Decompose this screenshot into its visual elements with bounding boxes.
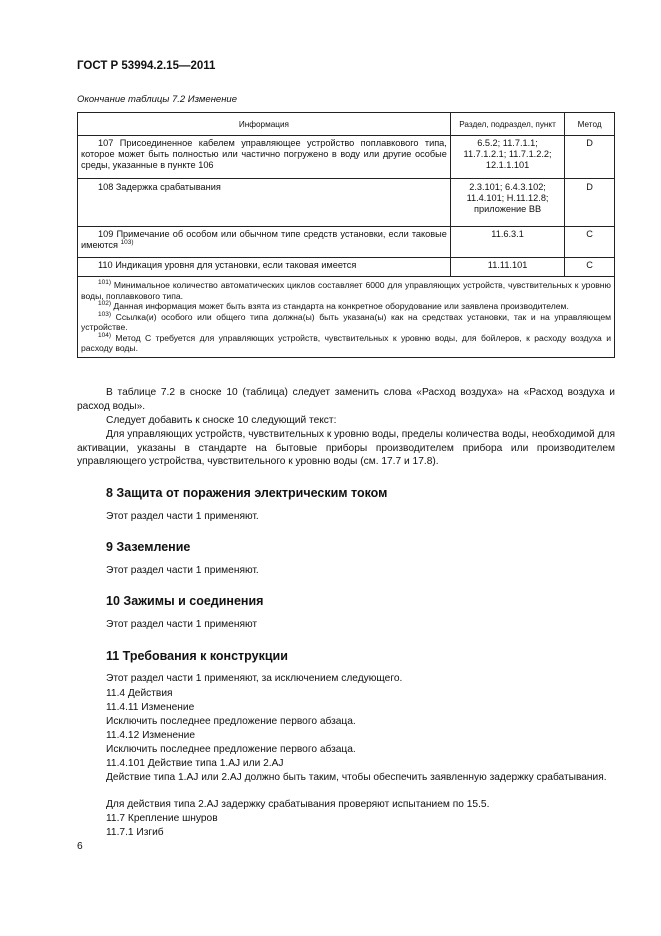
row-ref-line: 11.6.3.1: [491, 229, 524, 239]
section-9-heading: 9 Заземление: [106, 540, 191, 554]
section-11-line: 11.4 Действия: [106, 688, 173, 699]
row-ref-line: 6.5.2; 11.7.1.1;: [477, 138, 538, 148]
table-row: [78, 227, 615, 258]
section-11-line: 11.4.11 Изменение: [106, 702, 195, 713]
section-10-text: Этот раздел части 1 применяют: [106, 619, 258, 630]
section-11-line: Этот раздел части 1 применяют, за исключением следующего.: [106, 673, 403, 684]
table-row: [78, 179, 615, 227]
table-row: [78, 136, 615, 179]
table-footnote: $^{104)}$ Метод С требуется для управляющих устройств, чувствительных к уровню воды, для бойлеров, к расходу воздуха и расходу воды.: [81, 331, 611, 353]
table-footnote: $^{103)}$ Ссылка(и) особого или общего типа должна(ы) быть указана(ы) как на средствах установки, так и на управляющем устройстве.: [81, 310, 612, 332]
paragraph: Для управляющих устройств, чувствительных к уровню воды, пределы количества воды, необходимой для активации, указаны в стандарте на бытовые приборы производителем прибора или производителем управляющего устройства, чувствительного к уровню воды (см. 17.7 и 17.8).: [77, 429, 615, 467]
row-method: C: [586, 229, 593, 239]
section-8-text: Этот раздел части 1 применяют.: [106, 511, 259, 522]
paragraph: Следует добавить к сноске 10 следующий текст:: [106, 415, 337, 426]
table-footnote: $^{101)}$ Минимальное количество автоматических циклов составляет 6000 для управляющих устройств, чувствительных к уровню воды, поплавкового типа.: [81, 279, 611, 301]
table-caption: Окончание таблицы 7.2 Изменение: [77, 94, 238, 105]
standard-header: ГОСТ Р 53994.2.15—2011: [77, 60, 216, 72]
row-info: 109 Примечание об особом или обычном типе средств установки, если таковые имеются $^{103)}$: [81, 229, 447, 250]
section-11-line: Исключить последнее предложение первого абзаца.: [106, 716, 356, 727]
section-11-line: Исключить последнее предложение первого абзаца.: [106, 744, 356, 755]
column-header-info: Информация: [78, 113, 451, 136]
column-header-method: Метод: [565, 113, 615, 136]
row-info: 107 Присоединенное кабелем управляющее устройство поплавкового типа, которое может быть полностью или частично погружено в воду или другие особые среды, указанные в пункте 106: [81, 138, 447, 170]
row-ref-line: 2.3.101; 6.4.3.102;: [469, 182, 546, 192]
column-header-section: Раздел, подраздел, пункт: [450, 113, 564, 136]
row-info: 108 Задержка срабатывания: [98, 182, 221, 192]
section-10-heading: 10 Зажимы и соединения: [106, 594, 264, 608]
row-method: D: [586, 182, 593, 192]
table-header-row: [78, 113, 615, 136]
section-11-line: 11.4.12 Изменение: [106, 730, 196, 741]
section-11-line: Для действия типа 2.AJ задержку срабатывания проверяют испытанием по 15.5.: [106, 799, 490, 810]
footnote-mark: 103): [120, 239, 134, 246]
info-table: [77, 112, 615, 358]
row-method: C: [586, 260, 593, 270]
table-footnotes-row: [78, 277, 615, 358]
section-8-heading: 8 Защита от поражения электрическим током: [106, 486, 388, 500]
section-11-heading: 11 Требования к конструкции: [106, 649, 288, 663]
section-11-line: 11.4.101 Действие типа 1.AJ или 2.AJ: [106, 758, 284, 769]
table-row: [78, 258, 615, 277]
section-11-paragraph: Действие типа 1.AJ или 2.AJ должно быть таким, чтобы обеспечить заявленную задержку срабатывания.: [106, 772, 607, 783]
page-number: 6: [77, 841, 83, 852]
row-ref-line: 11.4.101; H.11.12.8;: [466, 193, 549, 203]
paragraph: В таблице 7.2 в сноске 10 (таблица) следует заменить слова «Расход воздуха» на «Расход воздуха и расход воды».: [77, 387, 615, 412]
row-ref-line: 11.11.101: [487, 260, 528, 270]
row-info: 110 Индикация уровня для установки, если таковая имеется: [98, 260, 357, 270]
row-ref-line: 11.7.1.2.1; 11.7.1.2.2;: [463, 149, 552, 159]
row-method: D: [586, 138, 593, 148]
row-ref-line: приложение ВВ: [474, 204, 542, 214]
section-11-line: 11.7 Крепление шнуров: [106, 813, 218, 824]
section-9-text: Этот раздел части 1 применяют.: [106, 565, 259, 576]
table-footnote: $^{102)}$ Данная информация может быть взята из стандарта на конкретное оборудование или заявлена производителем.: [98, 300, 569, 311]
section-11-line: 11.7.1 Изгиб: [106, 827, 164, 838]
row-ref-line: 12.1.1.101: [485, 160, 530, 170]
